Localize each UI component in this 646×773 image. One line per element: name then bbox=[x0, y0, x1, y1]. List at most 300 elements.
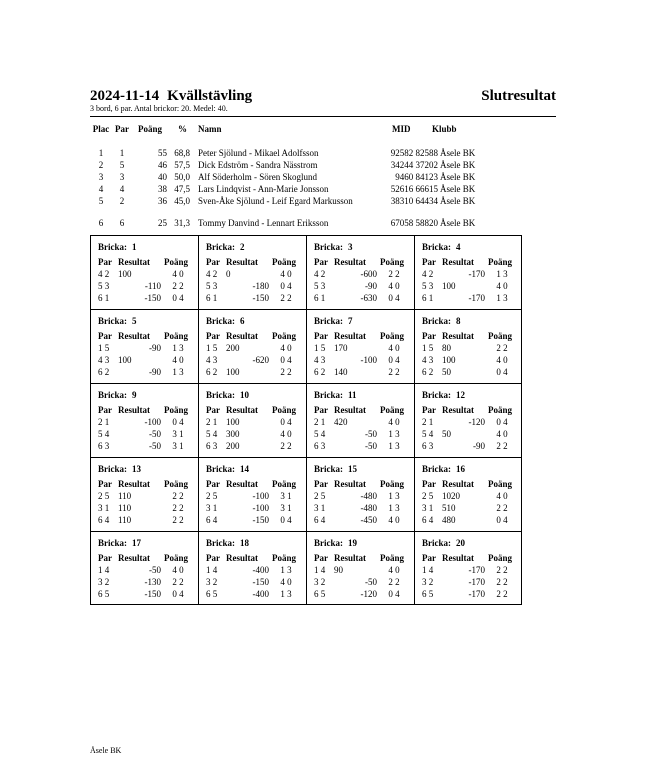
board-result: -180 bbox=[252, 281, 269, 291]
board-row bbox=[314, 502, 406, 514]
result-type-title: Slutresultat bbox=[481, 88, 556, 104]
boards-grid bbox=[90, 235, 522, 605]
result-klubb: Åsele BK bbox=[440, 160, 476, 170]
board-card bbox=[199, 236, 307, 310]
result-mid: 92582 82588 bbox=[390, 148, 438, 158]
result-poang: 40 bbox=[158, 172, 167, 182]
board-pair: 6 3 bbox=[98, 441, 110, 451]
board-pair: 3 1 bbox=[98, 503, 110, 513]
board-col-poang: Poäng bbox=[380, 405, 405, 415]
board-col-par: Par bbox=[314, 331, 328, 341]
board-points: 4 0 bbox=[388, 281, 400, 291]
board-header-row bbox=[422, 256, 514, 268]
board-label: Bricka: bbox=[206, 316, 235, 326]
board-row bbox=[422, 342, 514, 354]
board-points: 3 1 bbox=[280, 491, 292, 501]
board-row bbox=[314, 440, 406, 452]
result-mid: 34244 37202 bbox=[390, 160, 438, 170]
board-col-resultat: Resultat bbox=[118, 553, 150, 563]
board-col-poang: Poäng bbox=[272, 553, 297, 563]
board-label: Bricka: bbox=[206, 464, 235, 474]
result-klubb: Åsele BK bbox=[440, 196, 476, 206]
board-label: Bricka: bbox=[422, 390, 451, 400]
board-header-row bbox=[206, 478, 298, 490]
result-plac: 5 bbox=[98, 196, 104, 206]
title-tournament: Kvällstävling bbox=[167, 88, 253, 104]
board-card bbox=[91, 310, 199, 384]
board-card bbox=[199, 310, 307, 384]
result-namn: Peter Sjölund - Mikael Adolfsson bbox=[198, 148, 319, 158]
board-label: Bricka: bbox=[98, 390, 127, 400]
board-points: 1 3 bbox=[280, 565, 292, 575]
board-row bbox=[98, 502, 190, 514]
board-label: Bricka: bbox=[98, 464, 127, 474]
board-pair: 3 1 bbox=[422, 503, 434, 513]
board-pair: 5 3 bbox=[314, 281, 326, 291]
result-pct: 57,5 bbox=[174, 160, 190, 170]
result-pct: 50,0 bbox=[174, 172, 190, 182]
board-col-par: Par bbox=[314, 257, 328, 267]
result-plac: 6 bbox=[98, 218, 104, 228]
board-title bbox=[422, 242, 461, 252]
board-label: Bricka: bbox=[206, 390, 235, 400]
result-klubb: Åsele BK bbox=[440, 184, 476, 194]
board-points: 4 0 bbox=[496, 355, 508, 365]
board-col-par: Par bbox=[422, 331, 436, 341]
board-row bbox=[314, 428, 406, 440]
board-col-poang: Poäng bbox=[380, 553, 405, 563]
board-points: 3 1 bbox=[172, 441, 184, 451]
board-col-resultat: Resultat bbox=[442, 257, 474, 267]
board-title bbox=[314, 464, 357, 474]
board-row bbox=[422, 428, 514, 440]
result-mid: 52616 66615 bbox=[390, 184, 438, 194]
board-result: 140 bbox=[334, 367, 348, 377]
board-pair: 6 2 bbox=[206, 367, 218, 377]
board-result: -110 bbox=[144, 281, 161, 291]
board-row bbox=[206, 564, 298, 576]
result-klubb: Åsele BK bbox=[440, 218, 476, 228]
board-col-par: Par bbox=[98, 405, 112, 415]
board-title bbox=[98, 242, 137, 252]
board-points: 1 3 bbox=[496, 269, 508, 279]
board-row bbox=[314, 564, 406, 576]
board-pair: 6 3 bbox=[422, 441, 434, 451]
result-mid: 9460 84123 bbox=[395, 172, 438, 182]
board-result: -120 bbox=[468, 417, 485, 427]
board-pair: 4 2 bbox=[206, 269, 218, 279]
board-pair: 6 5 bbox=[206, 589, 218, 599]
board-header-row bbox=[314, 552, 406, 564]
board-pair: 6 1 bbox=[206, 293, 218, 303]
board-row bbox=[98, 576, 190, 588]
board-title bbox=[98, 390, 137, 400]
board-row bbox=[422, 268, 514, 280]
page-title bbox=[90, 88, 252, 105]
board-number: 15 bbox=[348, 464, 357, 474]
board-pair: 6 2 bbox=[98, 367, 110, 377]
board-result: -480 bbox=[360, 503, 377, 513]
board-col-par: Par bbox=[422, 479, 436, 489]
board-result: -400 bbox=[252, 565, 269, 575]
board-result: -620 bbox=[252, 355, 269, 365]
board-number: 9 bbox=[132, 390, 137, 400]
board-col-par: Par bbox=[422, 553, 436, 563]
board-row bbox=[314, 354, 406, 366]
board-result: -100 bbox=[252, 491, 269, 501]
board-row bbox=[98, 490, 190, 502]
board-label: Bricka: bbox=[314, 242, 343, 252]
result-poang: 55 bbox=[158, 148, 167, 158]
board-row bbox=[206, 292, 298, 304]
result-par: 4 bbox=[119, 184, 125, 194]
board-card bbox=[415, 384, 521, 458]
board-result: -150 bbox=[144, 589, 161, 599]
board-col-poang: Poäng bbox=[164, 257, 189, 267]
board-result: -170 bbox=[468, 269, 485, 279]
board-result: -150 bbox=[252, 293, 269, 303]
board-card bbox=[415, 236, 521, 310]
board-card bbox=[307, 310, 415, 384]
result-namn: Sven-Åke Sjölund - Leif Egard Markusson bbox=[198, 196, 353, 206]
board-card bbox=[91, 236, 199, 310]
board-pair: 6 4 bbox=[206, 515, 218, 525]
board-points: 0 4 bbox=[280, 417, 292, 427]
board-row bbox=[98, 366, 190, 378]
board-row bbox=[422, 354, 514, 366]
board-result: -150 bbox=[144, 293, 161, 303]
board-row bbox=[98, 280, 190, 292]
board-result: 1020 bbox=[442, 491, 460, 501]
board-col-poang: Poäng bbox=[164, 331, 189, 341]
board-points: 1 3 bbox=[388, 441, 400, 451]
board-pair: 6 5 bbox=[422, 589, 434, 599]
board-label: Bricka: bbox=[314, 464, 343, 474]
board-col-resultat: Resultat bbox=[442, 405, 474, 415]
board-pair: 6 3 bbox=[314, 441, 326, 451]
board-row bbox=[206, 576, 298, 588]
board-col-par: Par bbox=[314, 405, 328, 415]
board-result: -600 bbox=[360, 269, 377, 279]
board-pair: 4 2 bbox=[422, 269, 434, 279]
board-card bbox=[199, 458, 307, 532]
board-result: 0 bbox=[226, 269, 231, 279]
board-number: 16 bbox=[456, 464, 465, 474]
board-pair: 1 5 bbox=[314, 343, 326, 353]
board-col-poang: Poäng bbox=[272, 405, 297, 415]
board-pair: 3 2 bbox=[314, 577, 326, 587]
result-plac: 4 bbox=[98, 184, 104, 194]
header-divider bbox=[90, 116, 556, 117]
board-result: -170 bbox=[468, 589, 485, 599]
result-par: 6 bbox=[119, 218, 125, 228]
board-col-resultat: Resultat bbox=[118, 479, 150, 489]
board-col-resultat: Resultat bbox=[118, 405, 150, 415]
result-mid: 67058 58820 bbox=[390, 218, 438, 228]
board-result: -480 bbox=[360, 491, 377, 501]
board-pair: 3 2 bbox=[206, 577, 218, 587]
board-row bbox=[98, 354, 190, 366]
board-pair: 6 4 bbox=[314, 515, 326, 525]
board-points: 4 0 bbox=[280, 429, 292, 439]
board-title bbox=[98, 538, 141, 548]
board-title bbox=[206, 464, 249, 474]
board-row bbox=[422, 280, 514, 292]
board-row bbox=[314, 342, 406, 354]
board-pair: 3 2 bbox=[422, 577, 434, 587]
board-row bbox=[422, 502, 514, 514]
board-label: Bricka: bbox=[206, 242, 235, 252]
board-result: -170 bbox=[468, 565, 485, 575]
board-points: 3 1 bbox=[280, 503, 292, 513]
board-col-resultat: Resultat bbox=[334, 479, 366, 489]
board-points: 1 3 bbox=[388, 429, 400, 439]
board-pair: 5 4 bbox=[314, 429, 326, 439]
board-points: 2 2 bbox=[388, 269, 400, 279]
board-pair: 1 4 bbox=[98, 565, 110, 575]
board-points: 4 0 bbox=[388, 417, 400, 427]
board-number: 10 bbox=[240, 390, 249, 400]
board-row bbox=[206, 280, 298, 292]
board-points: 2 2 bbox=[388, 367, 400, 377]
result-pct: 68,8 bbox=[174, 148, 190, 158]
result-par: 2 bbox=[119, 196, 125, 206]
board-row bbox=[98, 564, 190, 576]
board-row bbox=[206, 366, 298, 378]
board-points: 2 2 bbox=[280, 367, 292, 377]
result-pct: 31,3 bbox=[174, 218, 190, 228]
board-points: 2 2 bbox=[172, 577, 184, 587]
board-points: 2 2 bbox=[388, 577, 400, 587]
board-pair: 4 2 bbox=[314, 269, 326, 279]
board-pair: 1 4 bbox=[206, 565, 218, 575]
board-pair: 2 1 bbox=[206, 417, 218, 427]
board-label: Bricka: bbox=[422, 538, 451, 548]
board-title bbox=[314, 538, 357, 548]
board-pair: 4 2 bbox=[98, 269, 110, 279]
board-row bbox=[98, 440, 190, 452]
board-points: 2 2 bbox=[496, 441, 508, 451]
board-pair: 5 3 bbox=[98, 281, 110, 291]
board-points: 0 4 bbox=[388, 293, 400, 303]
board-number: 5 bbox=[132, 316, 137, 326]
result-klubb: Åsele BK bbox=[440, 148, 476, 158]
board-number: 17 bbox=[132, 538, 141, 548]
board-header-row bbox=[314, 256, 406, 268]
board-header-row bbox=[206, 256, 298, 268]
board-col-par: Par bbox=[422, 257, 436, 267]
board-label: Bricka: bbox=[206, 538, 235, 548]
board-result: -400 bbox=[252, 589, 269, 599]
board-title bbox=[422, 390, 465, 400]
board-col-resultat: Resultat bbox=[334, 331, 366, 341]
result-par: 5 bbox=[119, 160, 125, 170]
board-result: 100 bbox=[226, 417, 240, 427]
board-col-par: Par bbox=[206, 331, 220, 341]
result-plac: 3 bbox=[98, 172, 104, 182]
board-pair: 5 4 bbox=[422, 429, 434, 439]
board-result: -150 bbox=[252, 515, 269, 525]
board-row bbox=[206, 428, 298, 440]
board-col-par: Par bbox=[206, 553, 220, 563]
board-card bbox=[91, 384, 199, 458]
board-row bbox=[314, 490, 406, 502]
board-number: 7 bbox=[348, 316, 353, 326]
board-label: Bricka: bbox=[314, 316, 343, 326]
board-col-par: Par bbox=[206, 479, 220, 489]
board-number: 14 bbox=[240, 464, 249, 474]
board-col-poang: Poäng bbox=[380, 331, 405, 341]
board-points: 0 4 bbox=[280, 281, 292, 291]
board-title bbox=[206, 538, 249, 548]
board-row bbox=[314, 576, 406, 588]
board-label: Bricka: bbox=[422, 464, 451, 474]
board-card bbox=[307, 236, 415, 310]
board-card bbox=[199, 384, 307, 458]
board-pair: 6 5 bbox=[314, 589, 326, 599]
board-col-poang: Poäng bbox=[488, 553, 513, 563]
result-par: 3 bbox=[119, 172, 125, 182]
board-points: 0 4 bbox=[172, 293, 184, 303]
board-result: 110 bbox=[118, 491, 132, 501]
col-pct-header: % bbox=[178, 124, 187, 134]
board-pair: 1 5 bbox=[422, 343, 434, 353]
board-points: 3 1 bbox=[172, 429, 184, 439]
board-points: 2 2 bbox=[172, 491, 184, 501]
board-col-resultat: Resultat bbox=[226, 553, 258, 563]
board-header-row bbox=[422, 330, 514, 342]
board-row bbox=[422, 416, 514, 428]
board-title bbox=[98, 316, 137, 326]
board-points: 4 0 bbox=[388, 343, 400, 353]
board-col-poang: Poäng bbox=[380, 257, 405, 267]
board-card bbox=[415, 310, 521, 384]
board-pair: 2 1 bbox=[314, 417, 326, 427]
board-result: -50 bbox=[365, 577, 377, 587]
board-row bbox=[422, 564, 514, 576]
board-number: 13 bbox=[132, 464, 141, 474]
board-result: -50 bbox=[149, 429, 161, 439]
board-header-row bbox=[206, 404, 298, 416]
board-pair: 3 1 bbox=[314, 503, 326, 513]
board-result: -90 bbox=[149, 343, 161, 353]
board-col-par: Par bbox=[206, 405, 220, 415]
board-row bbox=[98, 292, 190, 304]
board-pair: 1 4 bbox=[314, 565, 326, 575]
board-pair: 2 5 bbox=[422, 491, 434, 501]
board-row bbox=[422, 440, 514, 452]
board-result: 200 bbox=[226, 343, 240, 353]
col-klubb-header: Klubb bbox=[432, 124, 457, 134]
col-plac-header: Plac bbox=[92, 124, 110, 134]
board-pair: 6 4 bbox=[98, 515, 110, 525]
result-plac: 2 bbox=[98, 160, 104, 170]
title-date: 2024-11-14 bbox=[90, 88, 160, 104]
board-row bbox=[206, 268, 298, 280]
board-pair: 2 1 bbox=[422, 417, 434, 427]
board-pair: 6 2 bbox=[314, 367, 326, 377]
board-row bbox=[98, 268, 190, 280]
board-points: 2 2 bbox=[172, 281, 184, 291]
board-col-resultat: Resultat bbox=[334, 405, 366, 415]
board-result: -90 bbox=[365, 281, 377, 291]
board-card bbox=[307, 458, 415, 532]
col-par-header: Par bbox=[115, 124, 129, 134]
board-pair: 2 5 bbox=[98, 491, 110, 501]
board-card bbox=[307, 532, 415, 604]
board-points: 2 2 bbox=[496, 577, 508, 587]
board-row bbox=[314, 514, 406, 526]
board-card bbox=[415, 458, 521, 532]
board-col-resultat: Resultat bbox=[442, 331, 474, 341]
board-row bbox=[206, 502, 298, 514]
board-pair: 1 5 bbox=[206, 343, 218, 353]
board-result: -170 bbox=[468, 577, 485, 587]
board-col-poang: Poäng bbox=[488, 331, 513, 341]
board-col-poang: Poäng bbox=[272, 479, 297, 489]
board-number: 18 bbox=[240, 538, 249, 548]
board-row bbox=[314, 292, 406, 304]
board-card bbox=[199, 532, 307, 604]
board-pair: 6 2 bbox=[422, 367, 434, 377]
board-result: -130 bbox=[144, 577, 161, 587]
board-row bbox=[422, 588, 514, 600]
board-result: 100 bbox=[226, 367, 240, 377]
board-col-resultat: Resultat bbox=[118, 331, 150, 341]
board-col-resultat: Resultat bbox=[226, 479, 258, 489]
board-label: Bricka: bbox=[98, 242, 127, 252]
board-points: 4 0 bbox=[280, 343, 292, 353]
board-row bbox=[314, 268, 406, 280]
board-pair: 3 1 bbox=[206, 503, 218, 513]
board-row bbox=[422, 292, 514, 304]
board-row bbox=[422, 576, 514, 588]
board-pair: 4 3 bbox=[422, 355, 434, 365]
board-pair: 1 5 bbox=[98, 343, 110, 353]
board-pair: 6 3 bbox=[206, 441, 218, 451]
board-row bbox=[206, 514, 298, 526]
board-points: 2 2 bbox=[496, 343, 508, 353]
result-namn: Tommy Danvind - Lennart Eriksson bbox=[198, 218, 329, 228]
board-points: 1 3 bbox=[172, 367, 184, 377]
result-par: 1 bbox=[119, 148, 125, 158]
board-result: 50 bbox=[442, 367, 451, 377]
board-title bbox=[206, 242, 245, 252]
subtitle: 3 bord, 6 par. Antal brickor: 20. Medel: 40. bbox=[90, 104, 228, 113]
board-result: 100 bbox=[442, 355, 456, 365]
board-col-poang: Poäng bbox=[488, 405, 513, 415]
result-pct: 45,0 bbox=[174, 196, 190, 206]
board-result: 480 bbox=[442, 515, 456, 525]
board-pair: 3 2 bbox=[98, 577, 110, 587]
board-result: 100 bbox=[118, 355, 132, 365]
board-row bbox=[98, 588, 190, 600]
board-col-poang: Poäng bbox=[164, 405, 189, 415]
board-pair: 4 3 bbox=[206, 355, 218, 365]
board-points: 0 4 bbox=[388, 355, 400, 365]
board-pair: 6 1 bbox=[98, 293, 110, 303]
board-header-row bbox=[98, 256, 190, 268]
board-result: -630 bbox=[360, 293, 377, 303]
board-number: 12 bbox=[456, 390, 465, 400]
board-pair: 2 1 bbox=[98, 417, 110, 427]
board-result: -100 bbox=[360, 355, 377, 365]
board-pair: 5 3 bbox=[206, 281, 218, 291]
board-points: 4 0 bbox=[172, 355, 184, 365]
board-pair: 5 4 bbox=[206, 429, 218, 439]
board-row bbox=[314, 416, 406, 428]
board-result: 200 bbox=[226, 441, 240, 451]
